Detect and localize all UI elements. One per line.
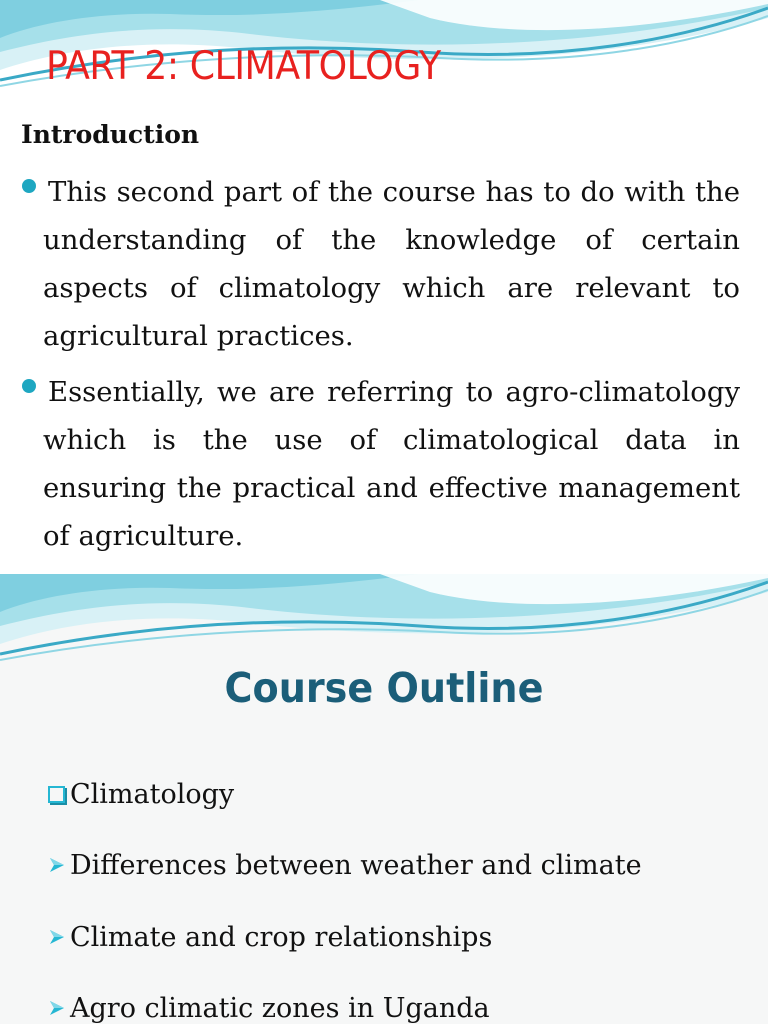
outline-item-label: Climatology: [70, 778, 235, 810]
slide-title: Course Outline: [224, 664, 544, 712]
bullet-item: [22, 368, 740, 560]
wave-header-decoration: [0, 574, 768, 669]
slide-2: [0, 574, 768, 1024]
bullet-text: This second part of the course has to do with the understanding of the knowledge of certain aspects of climatology which are relevant to agricultural practices.: [43, 176, 740, 352]
outline-item: [46, 990, 490, 1024]
outline-item-label: Climate and crop relationships: [70, 921, 493, 953]
arrow-right-icon: [46, 926, 68, 948]
outline-item-label: Agro climatic zones in Uganda: [70, 992, 490, 1024]
section-subheading: Introduction: [21, 120, 200, 149]
bullet-dot-icon: [22, 379, 36, 393]
outline-item: [46, 847, 642, 883]
outline-item: [46, 776, 234, 812]
bullet-text: Essentially, we are referring to agro-climatology which is the use of climatological data in ensuring the practical and effective management of agriculture.: [43, 376, 740, 552]
outline-item: [46, 919, 492, 955]
arrow-right-icon: [46, 997, 68, 1019]
arrow-right-icon: [46, 854, 68, 876]
checkbox-icon: [46, 783, 68, 805]
bullet-dot-icon: [22, 179, 36, 193]
bullet-item: [22, 168, 740, 360]
slide-title: PART 2: CLIMATOLOGY: [46, 44, 441, 89]
outline-item-label: Differences between weather and climate: [70, 849, 642, 881]
